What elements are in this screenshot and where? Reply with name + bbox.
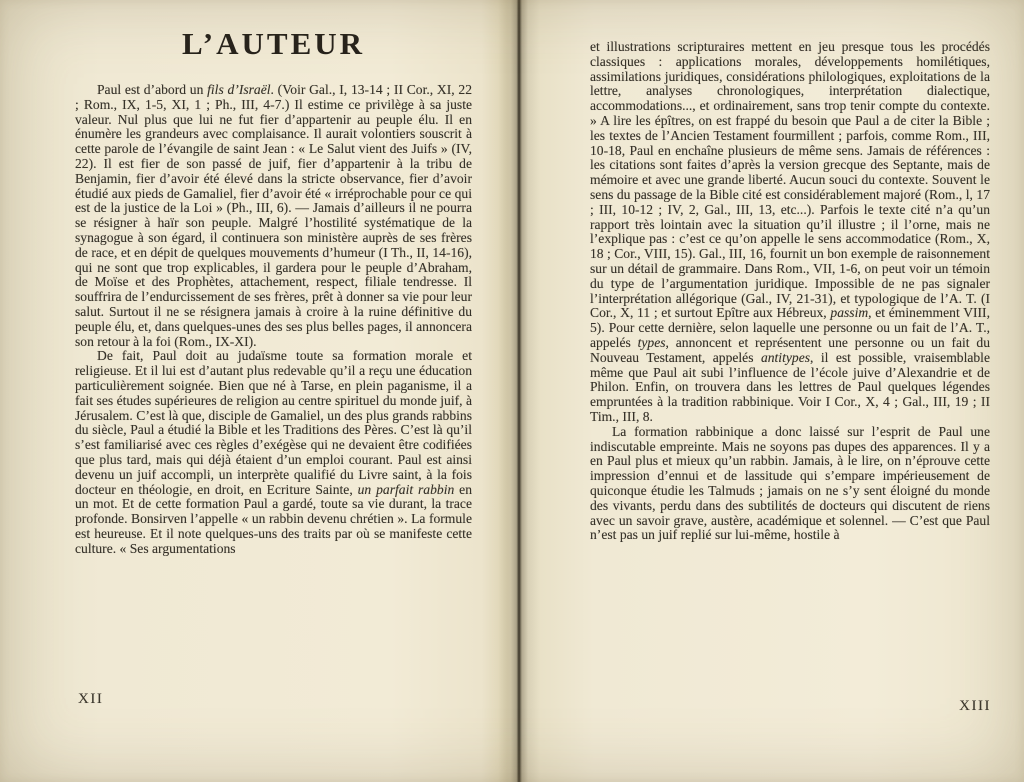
page-number-right: XIII <box>959 698 991 714</box>
left-page <box>0 0 505 782</box>
paragraph: La formation rabbinique a donc laissé sur l’esprit de Paul une indiscutable empreinte. Mais ne soyons pas dupes des apparences. Il y a en Paul plus et mieux qu’un rabbin. Jamais, à le lire, on n’éprouve cette impression d’ennui et de lassitude qui s’empare impérieusement de quiconque étudie les Talmuds ; jamais on ne s’y sent éloigné du monde des vivants, perdu dans des subtilités de docteurs qui discutent de riens avec un savoir grave, austère, académique et solennel. — C’est que Paul n’est pas un juif replié sur lui-même, hostile à <box>590 423 990 543</box>
paragraph: Paul est d’abord un fils d’Israël. (Voir Gal., I, 13-14 ; II Cor., XI, 22 ; Rom., IX, 1-5, XI, 1 ; Ph., III, 4-7.) Il estime ce privilège à sa juste valeur. Nul plus que lui ne fut fier d’appartenir au peuple élu. Il en énumère les grandeurs avec complaisance. Il aurait volontiers souscrit à cette parole de l’évangile de saint Jean : « Le Salut vient des Juifs » (IV, 22). Il est fier de son passé de juif, fier d’appartenir à la tribu de Benjamin, fier d’avoir été élevé dans la stricte observance, fier d’avoir étudié aux pieds de Gamaliel, fier d’avoir été « irréprochable pour ce qui est de la justice de la Loi » (Ph., III, 6). — Jamais d’ailleurs il ne pourra se résigner à haïr son peuple. Malgré l’hostilité systématique de la synagogue à son égard, il continuera son ministère auprès de ses frères de race, et en dépit de quelques mouvements d’humeur (I Th., II, 14-16), qui ne sont que trop explicables, il gardera pour le peuple d’Abraham, de Moïse et des Prophètes, attachement, respect, filiale tendresse. Il souffrira de l’endurcissement de ses frères, prêt à donner sa vie pour leur salut. Surtout il ne se résignera jamais à croire à la ruine définitive du peuple élu, et, dans quelques-unes des ses plus belles pages, il annoncera son retour à la foi (Rom., IX-XI). <box>75 82 472 349</box>
right-page-text <box>590 40 990 543</box>
page-number-left: XII <box>78 691 104 707</box>
right-page <box>531 0 1024 782</box>
left-page-content <box>75 26 472 557</box>
paragraph: De fait, Paul doit au judaïsme toute sa formation morale et religieuse. Et il lui est d’autant plus redevable qu’il a reçu une éducation particulièrement soignée. Bien que né à Tarse, en plein paganisme, il a fait ses études supérieures de religion au centre spirituel du monde juif, à Jérusalem. C’est là que, disciple de Gamaliel, un des plus grands rabbins du siècle, Paul a étudié la Bible et les Traditions des Pères. C’est là qu’il s’est familiarisé avec ces règles d’exégèse qui ne devaient être codifiées que plus tard, mais qui déjà étaient d’un emploi courant. Paul est ainsi devenu un juif accompli, un interprète qualifié du Livre saint, à la fois docteur en théologie, en droit, en Ecriture Sainte, un parfait rabbin en un mot. Et de cette formation Paul a gardé, toute sa vie durant, la trace profonde. Bonsirven l’appelle « un rabbin devenu chrétien ». La formule est heureuse. Et il note quelques-uns des traits par où se manifeste cette culture. « Ses argumentations <box>75 348 473 556</box>
page-title: L’AUTEUR <box>181 26 366 61</box>
left-page-text <box>75 83 472 557</box>
paragraph: et illustrations scripturaires mettent en jeu presque tous les procédés classiques : applications morales, développements homilétiques, assimilations juridiques, considérations philologiques, exploitations de la lettre, analyses chronologiques, interprétation dialectique, accommodations..., et ordinairement, sans trop tenir compte du contexte. » A lire les épîtres, on est frappé du besoin que Paul a de citer la Bible ; les textes de l’Ancien Testament fourmillent ; parfois, comme Rom., III, 10-18, Paul en enchaîne plusieurs de même sens. Jamais de références : les citations sont faites d’après la version grecque des Septante, mais de mémoire et avec une grande liberté. Aucun souci du contexte. Souvent le sens du passage de la Bible cité est considérablement majoré (Rom., l, 17 ; III, 10-12 ; IV, 2, Gal., III, 13, etc...). Parfois le texte cité n’a qu’un rapport très lointain avec la situation qu’il illustre ; il l’orne, mais ne l’explique pas : c’est ce qu’on appelle le sens accommodatice (Rom., X, 18 ; Cor., VIII, 15). Gal., III, 16, fournit un bon exemple de raisonnement sur un détail de grammaire. Dans Rom., VII, 1-6, on peut voir un témoin du type de l’argumentation juridique. Impossible de ne pas signaler l’interprétation allégorique (Gal., IV, 21-31), et typologique de l’A. T. (I Cor., X, 11 ; et surtout Epître aux Hébreux, passim, et éminemment VIII, 5). Pour cette dernière, selon laquelle une personne ou un fait de l’A. T., appelés types, annoncent et représentent une personne ou un fait du Nouveau Testament, appelés antitypes, il est possible, vraisemblable même que Paul ait subi l’influence de l’école juive d’Alexandrie et de Philon. Enfin, on trouvera dans les lettres de Paul quelques légendes empruntées à la tradition rabbinique. Voir I Cor., X, 4 ; Gal., III, 19 ; II Tim., III, 8. <box>590 39 990 424</box>
right-page-content <box>590 40 990 543</box>
